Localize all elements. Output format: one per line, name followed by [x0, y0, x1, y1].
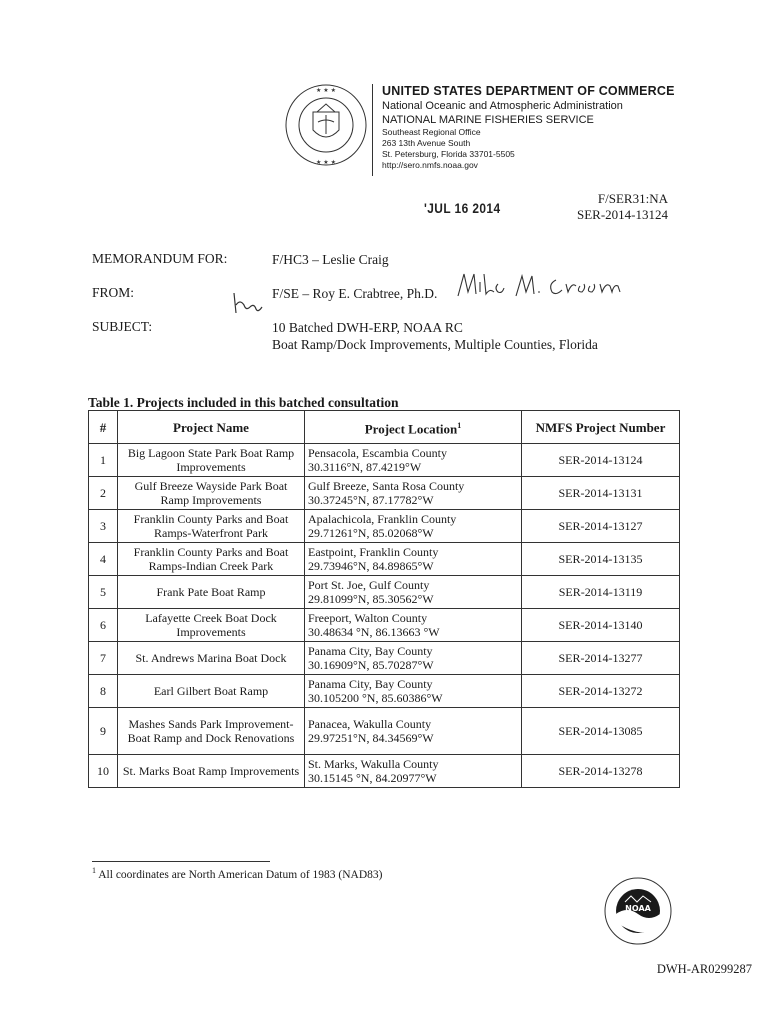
table-row [89, 609, 680, 642]
location-coordinates: 29.73946°N, 84.89865°W [308, 559, 434, 573]
row-number: 7 [89, 642, 118, 675]
project-name: Mashes Sands Park Improvement-Boat Ramp and Dock Renovations [118, 708, 305, 755]
agency-name: National Oceanic and Atmospheric Administration [382, 100, 623, 112]
row-number: 2 [89, 477, 118, 510]
department-of-commerce-seal-icon [283, 82, 369, 168]
location-coordinates: 29.81099°N, 85.30562°W [308, 592, 434, 606]
location-coordinates: 30.48634 °N, 86.13663 °W [308, 625, 440, 639]
location-place: Panama City, Bay County [308, 677, 433, 691]
row-number: 10 [89, 755, 118, 788]
location-place: Eastpoint, Franklin County [308, 545, 439, 559]
office-url: http://sero.nmfs.noaa.gov [382, 160, 478, 170]
table-header-row [89, 411, 680, 444]
location-coordinates: 30.37245°N, 87.17782°W [308, 493, 434, 507]
footnote [92, 866, 382, 881]
office-name: Southeast Regional Office [382, 127, 481, 137]
table-row [89, 576, 680, 609]
table-row [89, 708, 680, 755]
project-location [305, 675, 522, 708]
nmfs-number: SER-2014-13135 [522, 543, 680, 576]
project-name: Lafayette Creek Boat Dock Improvements [118, 609, 305, 642]
nmfs-number: SER-2014-13278 [522, 755, 680, 788]
department-name: UNITED STATES DEPARTMENT OF COMMERCE [382, 84, 675, 98]
date-stamp: 'JUL 16 2014 [424, 200, 501, 216]
nmfs-number: SER-2014-13119 [522, 576, 680, 609]
column-header-number: # [89, 411, 118, 444]
memo-subject-label: SUBJECT: [92, 319, 153, 334]
noaa-logo-icon [603, 876, 673, 946]
location-place: Panacea, Wakulla County [308, 717, 432, 731]
nmfs-number: SER-2014-13085 [522, 708, 680, 755]
footnote-divider [92, 861, 270, 862]
reference-code: F/SER31:NA [597, 191, 668, 206]
location-coordinates: 30.16909°N, 85.70287°W [308, 658, 434, 672]
letterhead-divider [372, 84, 373, 176]
project-location [305, 708, 522, 755]
column-header-location-text: Project Location [364, 421, 458, 437]
project-location [305, 477, 522, 510]
memo-subject-line-1: 10 Batched DWH-ERP, NOAA RC [272, 320, 463, 335]
nmfs-number: SER-2014-13272 [522, 675, 680, 708]
nmfs-number: SER-2014-13140 [522, 609, 680, 642]
location-coordinates: 30.15145 °N, 84.20977°W [308, 771, 437, 785]
column-header-project-location [305, 411, 522, 444]
location-place: Apalachicola, Franklin County [308, 512, 457, 526]
table-row [89, 477, 680, 510]
location-place: Port St. Joe, Gulf County [308, 578, 430, 592]
nmfs-number: SER-2014-13277 [522, 642, 680, 675]
nmfs-number: SER-2014-13131 [522, 477, 680, 510]
letterhead [382, 84, 675, 171]
location-coordinates: 29.71261°N, 85.02068°W [308, 526, 434, 540]
column-header-project-name: Project Name [118, 411, 305, 444]
location-place: St. Marks, Wakulla County [308, 757, 439, 771]
table-row [89, 444, 680, 477]
office-street: 263 13th Avenue South [382, 138, 471, 148]
memo-subject-value [272, 319, 598, 353]
location-place: Gulf Breeze, Santa Rosa County [308, 479, 465, 493]
footnote-text: All coordinates are North American Datum of 1983 (NAD83) [98, 868, 383, 881]
location-coordinates: 30.3116°N, 87.4219°W [308, 460, 422, 474]
memo-for-value: F/HC3 – Leslie Craig [272, 252, 389, 267]
table-row [89, 510, 680, 543]
project-name: Earl Gilbert Boat Ramp [118, 675, 305, 708]
project-location [305, 755, 522, 788]
table-row [89, 543, 680, 576]
project-name: St. Marks Boat Ramp Improvements [118, 755, 305, 788]
location-coordinates: 30.105200 °N, 85.60386°W [308, 691, 443, 705]
handwritten-signature-icon [456, 270, 626, 304]
reference-number: SER-2014-13124 [577, 207, 668, 222]
project-name: Frank Pate Boat Ramp [118, 576, 305, 609]
table-row [89, 642, 680, 675]
row-number: 5 [89, 576, 118, 609]
for-initial-handwriting-icon [230, 287, 270, 317]
memo-from-label: FROM: [92, 285, 135, 300]
office-city: St. Petersburg, Florida 33701-5505 [382, 149, 515, 159]
location-place: Panama City, Bay County [308, 644, 433, 658]
bates-number: DWH-AR0299287 [656, 962, 752, 976]
memo-subject-line-2: Boat Ramp/Dock Improvements, Multiple Counties, Florida [272, 337, 598, 352]
project-location [305, 543, 522, 576]
nmfs-number: SER-2014-13127 [522, 510, 680, 543]
location-place: Pensacola, Escambia County [308, 446, 447, 460]
table-title: Table 1. Projects included in this batched consultation [88, 395, 399, 410]
row-number: 8 [89, 675, 118, 708]
noaa-logo-text: NOAA [625, 904, 651, 913]
project-location [305, 444, 522, 477]
row-number: 1 [89, 444, 118, 477]
memo-from-value: F/SE – Roy E. Crabtree, Ph.D. [272, 286, 438, 301]
row-number: 6 [89, 609, 118, 642]
row-number: 9 [89, 708, 118, 755]
project-location [305, 642, 522, 675]
project-location [305, 576, 522, 609]
project-name: Franklin County Parks and Boat Ramps-Indian Creek Park [118, 543, 305, 576]
location-place: Freeport, Walton County [308, 611, 428, 625]
table-row [89, 675, 680, 708]
location-coordinates: 29.97251°N, 84.34569°W [308, 731, 434, 745]
footnote-number: 1 [92, 866, 96, 875]
column-header-nmfs-number: NMFS Project Number [522, 411, 680, 444]
service-name: NATIONAL MARINE FISHERIES SERVICE [382, 114, 594, 126]
project-name: Big Lagoon State Park Boat Ramp Improvements [118, 444, 305, 477]
project-name: St. Andrews Marina Boat Dock [118, 642, 305, 675]
svg-text:★ ★ ★: ★ ★ ★ [316, 159, 336, 166]
projects-table [88, 410, 680, 788]
footnote-marker: 1 [457, 420, 462, 430]
reference-block [577, 191, 668, 223]
table-row [89, 755, 680, 788]
project-name: Franklin County Parks and Boat Ramps-Waterfront Park [118, 510, 305, 543]
project-location [305, 510, 522, 543]
row-number: 4 [89, 543, 118, 576]
svg-text:★ ★ ★: ★ ★ ★ [316, 87, 336, 94]
row-number: 3 [89, 510, 118, 543]
project-name: Gulf Breeze Wayside Park Boat Ramp Improvements [118, 477, 305, 510]
project-location [305, 609, 522, 642]
memo-for-label: MEMORANDUM FOR: [92, 251, 228, 266]
nmfs-number: SER-2014-13124 [522, 444, 680, 477]
